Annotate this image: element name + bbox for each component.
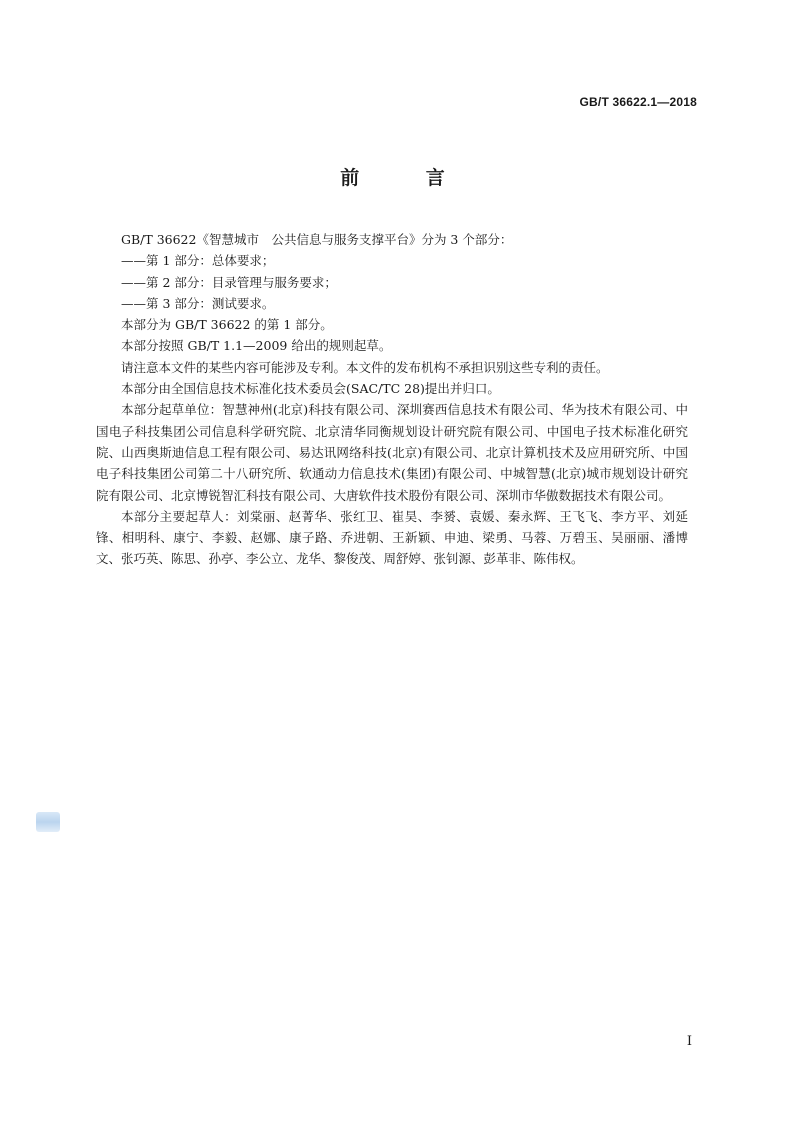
foreword-body	[96, 229, 688, 570]
paragraph-part-3: ——第 3 部分：测试要求。	[121, 295, 275, 311]
page-title: 前 言	[340, 167, 475, 189]
paragraph-parts-overview: GB/T 36622《智慧城市 公共信息与服务支撑平台》分为 3 个部分：	[121, 232, 513, 247]
paragraph-drafters: 本部分主要起草人：刘棠丽、赵菁华、张红卫、崔昊、李赟、袁媛、秦永辉、王飞飞、李方平、刘延锋、相明科、康宁、李毅、赵娜、康子路、乔进朝、王新颖、申迪、梁勇、马蓉、万碧玉、吴丽丽、潘博文、张巧英、陈思、孙亭、李公立、龙华、黎俊茂、周舒婷、张钊源、彭革非、陈伟权。	[96, 508, 688, 567]
paragraph-patent-notice: 请注意本文件的某些内容可能涉及专利。本文件的发布机构不承担识别这些专利的责任。	[121, 359, 609, 375]
paragraph-drafting-units: 本部分起草单位：智慧神州(北京)科技有限公司、深圳赛西信息技术有限公司、华为技术有限公司、中国电子科技集团公司信息科学研究院、北京清华同衡规划设计研究院有限公司、中国电子技术标准化研究院、山西奥斯迪信息工程有限公司、易达讯网络科技(北京)有限公司、北京计算机技术及应用研究所、中国电子科技集团公司第二十八研究所、软通动力信息技术(集团)有限公司、中城智慧(北京)城市规划设计研究院有限公司、北京博锐智汇科技有限公司、大唐软件技术股份有限公司、深圳市华傲数据技术有限公司。	[96, 402, 688, 503]
paragraph-drafting-rules: 本部分按照 GB/T 1.1—2009 给出的规则起草。	[121, 338, 392, 354]
paragraph-this-part: 本部分为 GB/T 36622 的第 1 部分。	[121, 317, 333, 333]
standard-code: GB/T 36622.1—2018	[579, 95, 697, 109]
paragraph-part-1: ——第 1 部分：总体要求；	[121, 253, 275, 269]
scan-artifact-mark	[36, 812, 60, 832]
page-number: I	[686, 1034, 692, 1049]
paragraph-committee: 本部分由全国信息技术标准化技术委员会(SAC/TC 28)提出并归口。	[121, 381, 500, 397]
paragraph-part-2: ——第 2 部分：目录管理与服务要求；	[121, 274, 337, 290]
